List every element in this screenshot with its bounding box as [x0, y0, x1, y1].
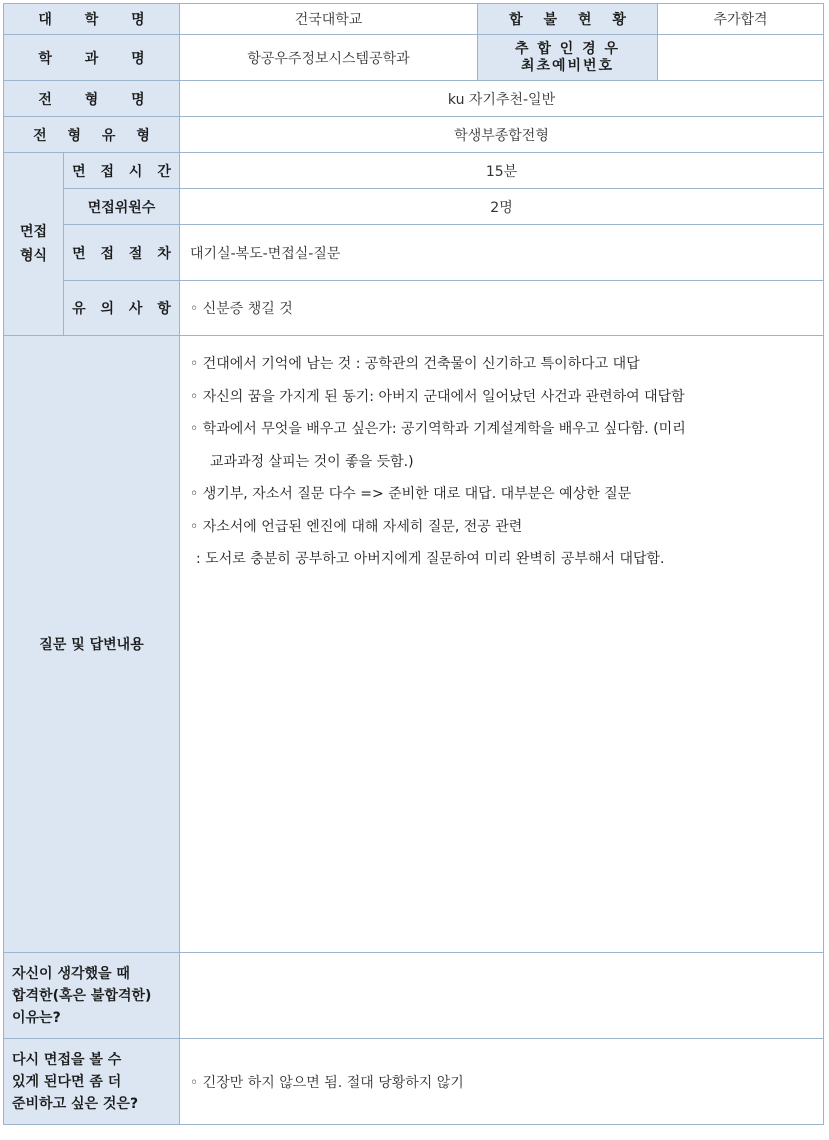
admission-label: 전 형 명 — [4, 81, 180, 117]
reason-label-line3: 이유는? — [12, 1009, 61, 1026]
qa-label: 질문 및 답변내용 — [4, 336, 180, 953]
notes-label: 유 의 사 항 — [64, 281, 180, 336]
department-label: 학 과 명 — [4, 35, 180, 81]
waitlist-label — [478, 35, 658, 81]
qa-content — [180, 336, 824, 953]
university-value: 건국대학교 — [180, 4, 478, 35]
reason-label-line1: 자신이 생각했을 때 — [12, 965, 130, 982]
result-value: 추가합격 — [658, 4, 824, 35]
university-label: 대 학 명 — [4, 4, 180, 35]
department-value: 항공우주정보시스템공학과 — [180, 35, 478, 81]
qa-line: ◦ 건대에서 기억에 남는 것 : 공학관의 건축물이 신기하고 특이하다고 대답 — [190, 356, 640, 372]
notes-value: ◦ 신분증 챙길 것 — [180, 281, 824, 336]
admission-value: ku 자기추천-일반 — [180, 81, 824, 117]
prepare-label-line1: 다시 면접을 볼 수 — [12, 1051, 122, 1068]
qa-line: ◦ 생기부, 자소서 질문 다수 => 준비한 대로 대답. 대부분은 예상한 질문 — [190, 486, 632, 502]
result-label: 합 불 현 황 — [478, 4, 658, 35]
waitlist-value — [658, 35, 824, 81]
interviewers-value: 2명 — [180, 189, 824, 225]
procedure-value: 대기실-복도-면접실-질문 — [180, 225, 824, 281]
prepare-label — [4, 1039, 180, 1125]
qa-line: ◦ 자소서에 언급된 엔진에 대해 자세히 질문, 전공 관련 — [190, 518, 523, 535]
qa-line: : 도서로 충분히 공부하고 아버지에게 질문하여 미리 완벽히 공부해서 대답함. — [196, 551, 665, 567]
interview-report-table — [3, 3, 824, 1125]
waitlist-label-line1: 추 합 인 경 우 — [514, 40, 621, 57]
prepare-label-line2: 있게 된다면 좀 더 — [12, 1073, 122, 1090]
interview-format-line2: 형식 — [19, 248, 48, 264]
admission-type-value: 학생부종합전형 — [180, 117, 824, 153]
admission-type-label: 전 형 유 형 — [4, 117, 180, 153]
procedure-label: 면 접 절 차 — [64, 225, 180, 281]
interview-time-value: 15분 — [180, 153, 824, 189]
reason-label — [4, 953, 180, 1039]
reason-value — [180, 953, 824, 1039]
interview-format-line1: 면접 — [19, 224, 48, 240]
reason-label-line2: 합격한(혹은 불합격한) — [12, 987, 152, 1004]
interview-format-label — [4, 153, 64, 336]
prepare-label-line3: 준비하고 싶은 것은? — [12, 1095, 139, 1112]
qa-line: ◦ 자신의 꿈을 가지게 된 동기: 아버지 군대에서 일어났던 사건과 관련하여 대답함 — [190, 388, 685, 405]
qa-line: 교과과정 살피는 것이 좋을 듯함.) — [210, 453, 414, 470]
prepare-value: ◦ 긴장만 하지 않으면 됨. 절대 당황하지 않기 — [180, 1039, 824, 1125]
qa-line: ◦ 학과에서 무엇을 배우고 싶은가: 공기역학과 기계설계학을 배우고 싶다함. (미리 — [190, 421, 686, 437]
interviewers-label: 면접위원수 — [64, 189, 180, 225]
interview-time-label: 면 접 시 간 — [64, 153, 180, 189]
waitlist-label-line2: 최초예비번호 — [520, 57, 615, 74]
